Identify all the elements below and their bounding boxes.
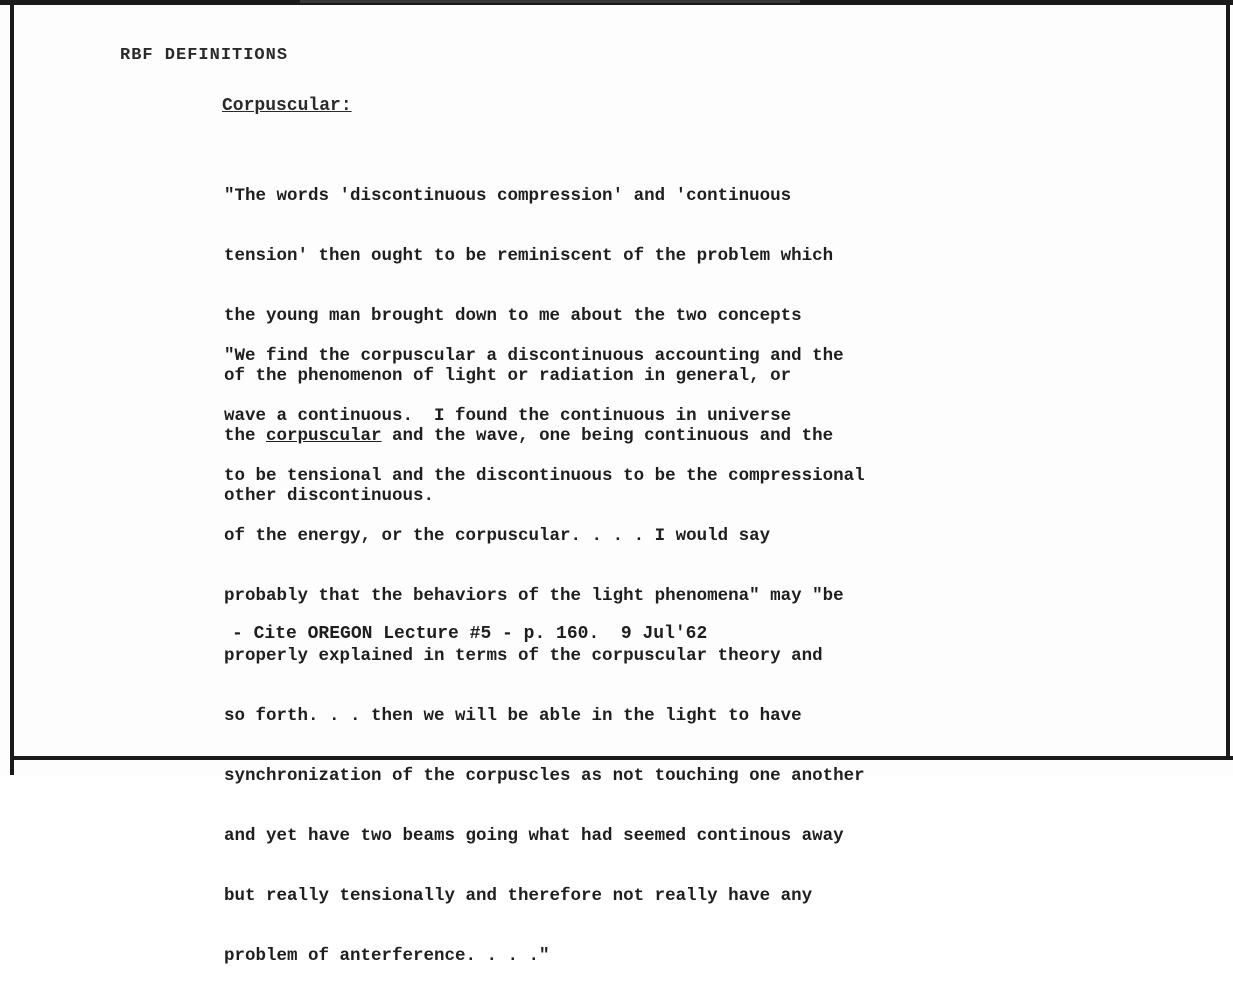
quote-line: the young man brought down to me about the two concepts <box>224 306 802 326</box>
quote-line: other discontinuous. <box>224 486 435 506</box>
quote-line: but really tensionally and therefore not really have any <box>224 886 813 906</box>
scan-smudge <box>300 0 800 3</box>
document-header: RBF DEFINITIONS <box>120 46 289 65</box>
citation: - Cite OREGON Lecture #5 - p. 160. 9 Jul'62 <box>232 624 708 644</box>
card-border-right <box>1226 0 1230 760</box>
definition-term: Corpuscular: <box>222 96 352 116</box>
quote-line: so forth. . . then we will be able in the light to have <box>224 706 802 726</box>
quote-line: and yet have two beams going what had seemed continous away <box>224 826 844 846</box>
quote-line: tension' then ought to be reminiscent of the problem which <box>224 246 834 266</box>
quote-line: properly explained in terms of the corpuscular theory and <box>224 646 823 666</box>
underlined-term: corpuscular <box>266 426 382 446</box>
quote-line: to be tensional and the discontinuous to be the compressional <box>224 466 865 486</box>
quote-line: wave a continuous. I found the continuous in universe <box>224 406 792 426</box>
quote-line: synchronization of the corpuscles as not touching one another <box>224 766 865 786</box>
card-border-left <box>10 0 14 775</box>
quote-line: "We find the corpuscular a discontinuous accounting and the <box>224 346 844 366</box>
quote-paragraph-2 <box>224 306 865 1006</box>
quote-line: of the energy, or the corpuscular. . . . I would say <box>224 526 771 546</box>
quote-line: problem of anterference. . . ." <box>224 946 550 966</box>
quote-line: probably that the behaviors of the light phenomena" may "be <box>224 586 844 606</box>
quote-line: "The words 'discontinuous compression' and 'continuous <box>224 186 792 206</box>
quote-text: and the wave, one being continuous and the <box>381 426 834 446</box>
quote-text: the <box>224 426 267 446</box>
quote-line: of the phenomenon of light or radiation in general, or <box>224 366 792 386</box>
